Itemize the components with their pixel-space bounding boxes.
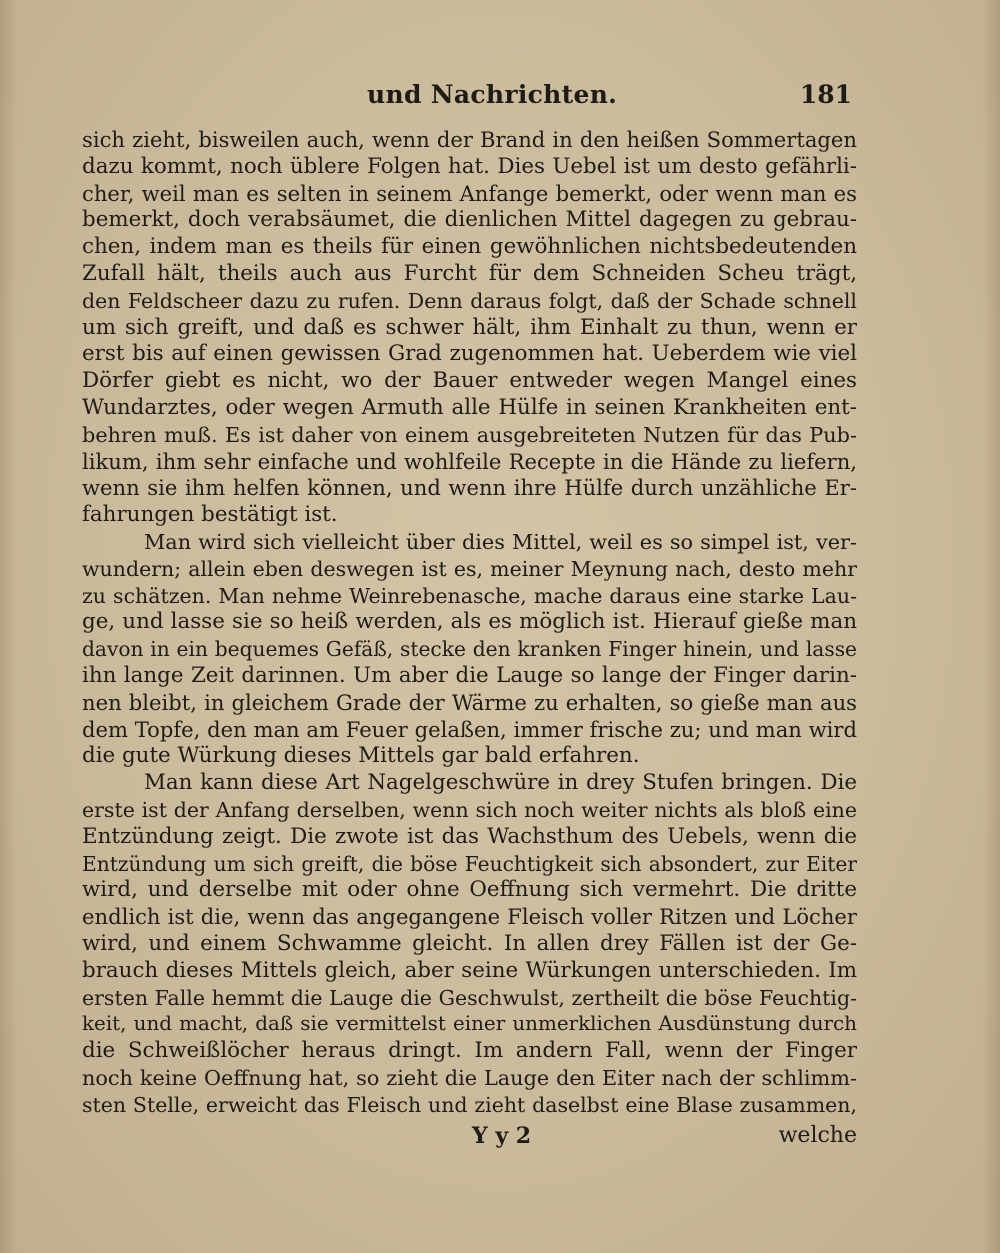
page-edge-left xyxy=(0,0,18,1253)
text-line: zu schätzen. Man nehme Weinrebenasche, mache daraus eine starke Lau- xyxy=(82,583,857,608)
text-line: Wundarztes, oder wegen Armuth alle Hülfe in seinen Krankheiten ent- xyxy=(82,394,857,420)
page-header xyxy=(82,80,852,116)
page-edge-right xyxy=(982,0,1000,1253)
text-line: dem Topfe, den man am Feuer gelaßen, immer frische zu; und man wird xyxy=(82,716,857,742)
text-line: wenn sie ihm helfen können, und wenn ihre Hülfe durch unzähliche Er- xyxy=(82,475,857,501)
text-line: fahrungen bestätigt ist. xyxy=(82,502,338,528)
running-title: und Nachrichten. xyxy=(367,80,618,109)
text-line: wundern; allein eben deswegen ist es, meiner Meynung nach, desto mehr xyxy=(82,556,857,581)
text-line: brauch dieses Mittels gleich, aber seine Würkungen unterschieden. Im xyxy=(82,957,857,983)
text-line: den Feldscheer dazu zu rufen. Denn daraus folgt, daß der Schade schnell xyxy=(82,288,857,313)
text-line: dazu kommt, noch üblere Folgen hat. Dies Uebel ist um desto gefährli- xyxy=(82,153,857,179)
text-line: die Schweißlöcher heraus dringt. Im andern Fall, wenn der Finger xyxy=(82,1038,857,1064)
text-line: ihn lange Zeit darinnen. Um aber die Lauge so lange der Finger darin- xyxy=(82,662,857,688)
text-line: sten Stelle, erweicht das Fleisch und zieht daselbst eine Blase zusammen, xyxy=(82,1092,857,1117)
text-line: endlich ist die, wenn das angegangene Fleisch voller Ritzen und Löcher xyxy=(82,904,857,930)
text-line: chen, indem man es theils für einen gewöhnlichen nichtsbedeutenden xyxy=(82,234,857,260)
text-line: ge, und lasse sie so heiß werden, als es möglich ist. Hierauf gieße man xyxy=(82,609,857,635)
text-line: noch keine Oeffnung hat, so zieht die Lauge den Eiter nach der schlimm- xyxy=(82,1065,857,1090)
text-line: wird, und derselbe mit oder ohne Oeffnung sich vermehrt. Die dritte xyxy=(82,877,857,903)
text-line: Man wird sich vielleicht über dies Mittel, weil es so simpel ist, ver- xyxy=(144,529,857,554)
text-line: keit, und macht, daß sie vermittelst einer unmerklichen Ausdünstung durch xyxy=(82,1012,857,1036)
text-line: um sich greift, und daß es schwer hält, ihm Einhalt zu thun, wenn er xyxy=(82,314,857,340)
text-line: Entzündung zeigt. Die zwote ist das Wachsthum des Uebels, wenn die xyxy=(82,823,857,849)
text-line: erste ist der Anfang derselben, wenn sich noch weiter nichts als bloß eine xyxy=(82,797,857,822)
text-line: Zufall hält, theils auch aus Furcht für dem Schneiden Scheu trägt, xyxy=(82,260,857,286)
body-text xyxy=(82,127,857,1118)
text-line: Dörfer giebt es nicht, wo der Bauer entweder wegen Mangel eines xyxy=(82,368,857,394)
text-line: Entzündung um sich greift, die böse Feuchtigkeit sich absondert, zur Eiter xyxy=(82,851,857,876)
catchword: welche xyxy=(778,1123,857,1148)
text-line: behren muß. Es ist daher von einem ausgebreiteten Nutzen für das Pub- xyxy=(82,422,857,447)
page-number: 181 xyxy=(799,80,852,109)
text-line: likum, ihm sehr einfache und wohlfeile Recepte in die Hände zu liefern, xyxy=(82,448,857,474)
text-line: erst bis auf einen gewissen Grad zugenommen hat. Ueberdem wie viel xyxy=(82,341,857,367)
text-line: ersten Falle hemmt die Lauge die Geschwulst, zertheilt die böse Feuchtig- xyxy=(82,985,857,1010)
text-line: wird, und einem Schwamme gleicht. In allen drey Fällen ist der Ge- xyxy=(82,930,857,956)
text-line: nen bleibt, in gleichem Grade der Wärme zu erhalten, so gieße man aus xyxy=(82,689,857,715)
text-line: Man kann diese Art Nagelgeschwüre in drey Stufen bringen. Die xyxy=(144,770,857,796)
text-line: bemerkt, doch verabsäumet, die dienlichen Mittel dagegen zu gebrau- xyxy=(82,207,857,233)
text-line: davon in ein bequemes Gefäß, stecke den kranken Finger hinein, und lasse xyxy=(82,637,857,662)
signature-mark: Y y 2 xyxy=(472,1123,532,1149)
text-line: cher, weil man es selten in seinem Anfange bemerkt, oder wenn man es xyxy=(82,180,857,206)
text-line: sich zieht, bisweilen auch, wenn der Brand in den heißen Sommertagen xyxy=(82,127,857,152)
page-footer xyxy=(82,1123,857,1153)
text-line: die gute Würkung dieses Mittels gar bald erfahren. xyxy=(82,743,640,769)
